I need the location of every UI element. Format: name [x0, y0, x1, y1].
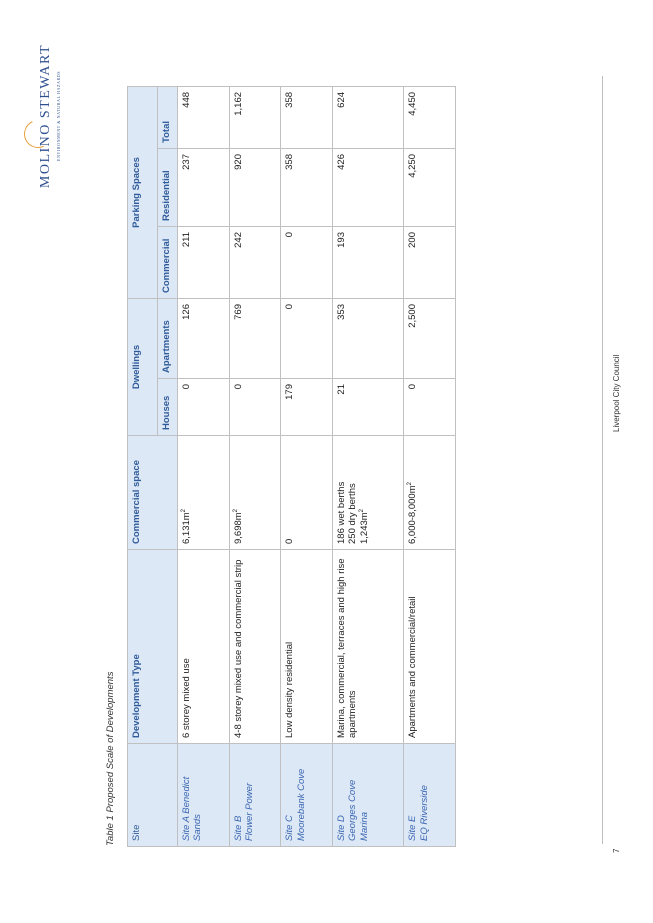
logo-name: MOLINO STEWART	[38, 43, 53, 189]
cell-development-type: Low density residential	[281, 550, 333, 744]
table-header-row	[128, 86, 158, 846]
header-apartments: Apartments	[158, 299, 178, 379]
header-residential: Residential	[158, 149, 178, 227]
table-row	[178, 86, 230, 846]
table-row	[281, 86, 333, 846]
cell-parking-commercial: 0	[281, 227, 333, 299]
cell-site: Site D Georges Cove Marina	[332, 744, 404, 847]
cell-commercial-space: $6,131m^2$	[178, 436, 230, 550]
cell-site: Site E EQ Riverside	[404, 744, 456, 847]
cell-parking-residential: 358	[281, 149, 333, 227]
cell-apartments: 126	[178, 299, 230, 379]
header-parking-spaces: Parking Spaces	[128, 86, 158, 298]
cell-parking-total: 1,162	[229, 86, 281, 148]
company-logo	[38, 26, 90, 206]
header-total: Total	[158, 86, 178, 148]
cell-parking-residential: 237	[178, 149, 230, 227]
table-row	[332, 86, 404, 846]
header-commercial: Commercial	[158, 227, 178, 299]
cell-parking-commercial: 200	[404, 227, 456, 299]
cell-site: Site A Benedict Sands	[178, 744, 230, 847]
footer-council-name: Liverpool City Council	[612, 354, 621, 432]
cell-parking-residential: 920	[229, 149, 281, 227]
cell-houses: 0	[229, 379, 281, 436]
developments-table-container	[127, 87, 456, 847]
cell-apartments: 0	[281, 299, 333, 379]
header-houses: Houses	[158, 379, 178, 436]
table-row	[229, 86, 281, 846]
header-dwellings: Dwellings	[128, 299, 158, 436]
cell-parking-residential: 4,250	[404, 149, 456, 227]
cell-parking-residential: 426	[332, 149, 404, 227]
cell-commercial-space: 0	[281, 436, 333, 550]
cell-site: Site C Moorebank Cove	[281, 744, 333, 847]
cell-parking-commercial: 193	[332, 227, 404, 299]
cell-apartments: 2,500	[404, 299, 456, 379]
cell-houses: 0	[178, 379, 230, 436]
logo-tagline: ENVIRONMENT & NATURAL HAZARDS	[56, 70, 61, 162]
cell-development-type: 6 storey mixed use	[178, 550, 230, 744]
cell-parking-total: 624	[332, 86, 404, 148]
cell-development-type: Marina, commercial, terraces and high rise apartments	[332, 550, 404, 744]
cell-development-type: 4-8 storey mixed use and commercial strip	[229, 550, 281, 744]
cell-parking-commercial: 211	[178, 227, 230, 299]
cell-commercial-space: $6,000-8,000m^2$	[404, 436, 456, 550]
cell-parking-commercial: 242	[229, 227, 281, 299]
cell-site: Site B Flower Power	[229, 744, 281, 847]
cell-houses: 21	[332, 379, 404, 436]
table-row	[404, 86, 456, 846]
cell-apartments: 353	[332, 299, 404, 379]
footer-divider	[602, 76, 603, 844]
header-site: Site	[128, 744, 178, 847]
footer-page-number: 7	[612, 848, 621, 853]
cell-parking-total: 448	[178, 86, 230, 148]
cell-commercial-space: 186 wet berths 250 dry berths $1,243m^2$	[332, 436, 404, 550]
developments-table	[127, 86, 456, 847]
cell-parking-total: 4,450	[404, 86, 456, 148]
cell-commercial-space: $9,698m^2$	[229, 436, 281, 550]
cell-houses: 0	[404, 379, 456, 436]
header-commercial-space: Commercial space	[128, 436, 178, 550]
cell-houses: 179	[281, 379, 333, 436]
cell-apartments: 769	[229, 299, 281, 379]
table-caption: Table 1 Proposed Scale of Developments	[105, 671, 116, 846]
cell-development-type: Apartments and commercial/retail	[404, 550, 456, 744]
cell-parking-total: 358	[281, 86, 333, 148]
header-development-type: Development Type	[128, 550, 178, 744]
